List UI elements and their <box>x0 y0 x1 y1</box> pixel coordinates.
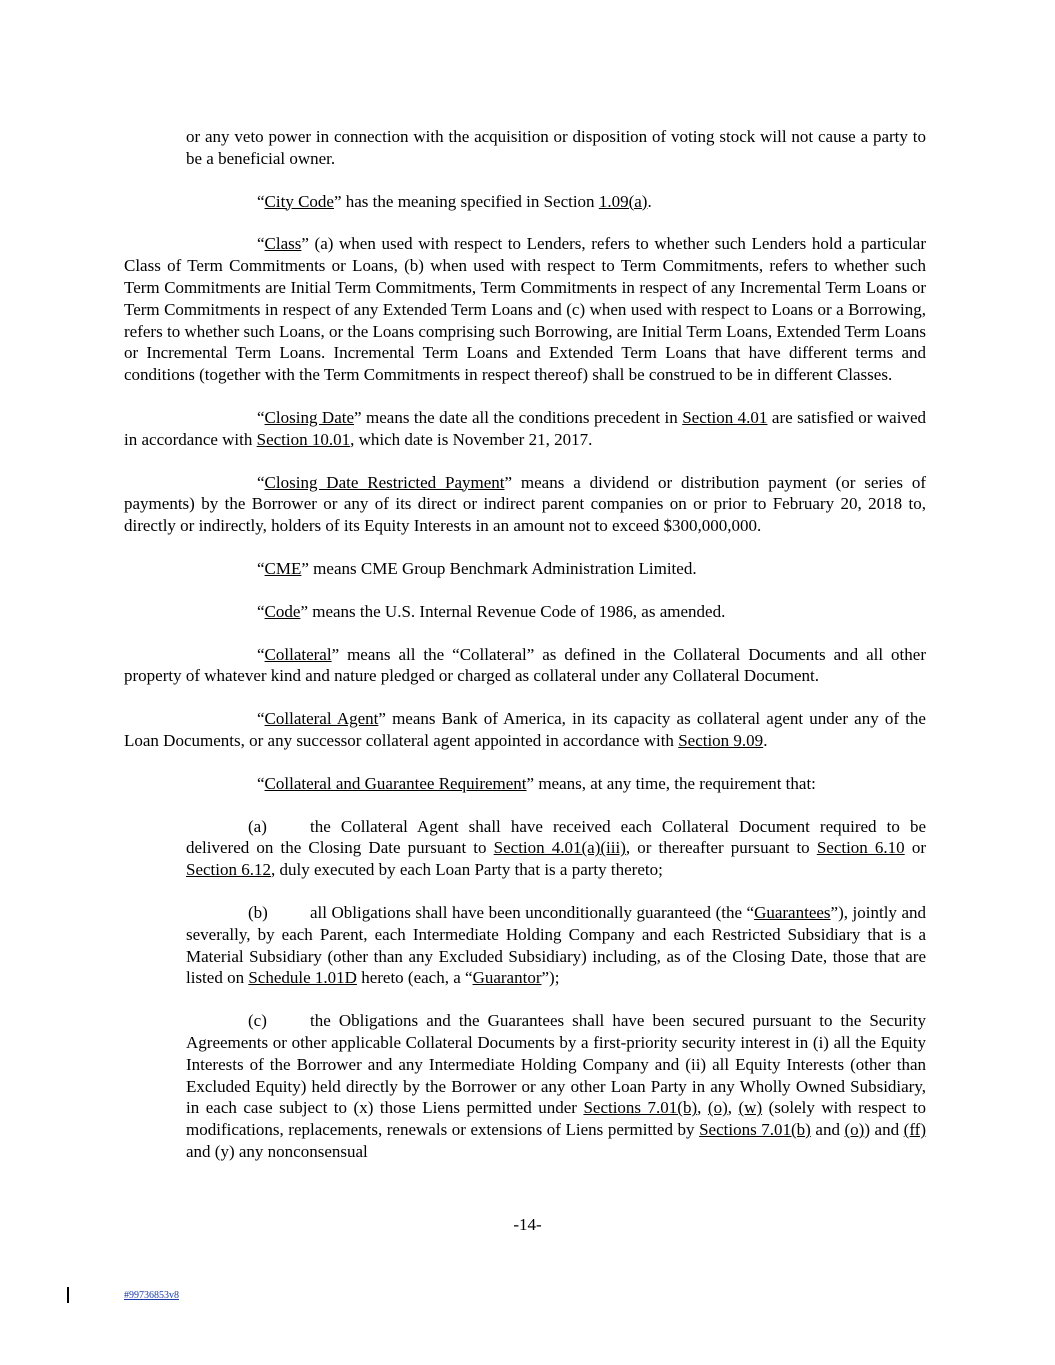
defined-term: Class <box>264 234 302 254</box>
definition-city-code <box>124 191 926 213</box>
schedule-reference: Schedule 1.01D <box>248 968 357 988</box>
definition-text: ” means the U.S. Internal Revenue Code of 1986, as amended. <box>300 601 726 621</box>
definition-text: . <box>763 730 768 750</box>
defined-term: Collateral Agent <box>264 709 379 729</box>
clause-text: and <box>810 1120 845 1140</box>
definition-text: . <box>647 191 652 211</box>
definition-text: ” means, at any time, the requirement that: <box>526 773 816 793</box>
quote-open: “ <box>257 644 265 664</box>
clause-text: , <box>697 1098 708 1118</box>
section-reference: Section 4.01(a)(iii) <box>493 838 626 858</box>
clause-c <box>186 1010 926 1163</box>
page-number: -14- <box>513 1215 542 1234</box>
definition-text: ” has the meaning specified in Section <box>333 191 599 211</box>
definition-closing-date-restricted-payment <box>124 472 926 537</box>
clause-text: ) and <box>864 1120 904 1140</box>
definition-class <box>124 233 926 386</box>
defined-term: Collateral and Guarantee Requirement <box>264 773 527 793</box>
section-reference: 1.09(a) <box>598 191 648 211</box>
definition-text: ” means CME Group Benchmark Administration Limited. <box>301 558 697 578</box>
clause-text: the Obligations and the Guarantees shall have been secured pursuant to the Security Agreements or other applicable Collateral Documents by a first-priority security interest in (i) all the Equity Interests of the Borrower and any Intermediate Holding Company and (ii) all Equity Interests (other than Excluded Equity) held directly by the Borrower or any other Loan Party in any Wholly Owned Subsidiary, in each case subject to (x) those Liens permitted under <box>186 1011 926 1118</box>
clause-text: the Collateral Agent shall have received each Collateral Document required to be delivered on the Closing Date pursuant to <box>186 816 926 858</box>
clause-text: and (y) any nonconsensual <box>186 1141 368 1161</box>
defined-term: Guarantees <box>754 902 831 922</box>
section-reference: Section 6.10 <box>816 838 905 858</box>
quote-open: “ <box>257 472 265 492</box>
section-reference: Section 9.09 <box>678 730 764 750</box>
definition-collateral-agent <box>124 708 926 752</box>
definition-text: ” means Bank of America, in its capacity as collateral agent under any of the Loan Documents, or any successor collateral agent appointed in accordance with <box>124 709 926 750</box>
clause-text: ”), jointly and severally, by each Parent, each Intermediate Holding Company and each Restricted Subsidiary that is a Material Subsidiary (other than any Excluded Subsidiary) including, as of the Closing Date, those that are listed on <box>186 902 926 988</box>
definition-closing-date <box>124 407 926 451</box>
section-reference: Section 4.01 <box>682 407 768 427</box>
clause-a <box>186 816 926 881</box>
section-reference: Sections 7.01(b) <box>699 1120 811 1140</box>
quote-open: “ <box>257 407 265 427</box>
section-reference: Section 10.01 <box>256 429 351 449</box>
section-reference: (ff) <box>903 1120 927 1140</box>
definition-cme <box>124 558 926 580</box>
defined-term: City Code <box>264 191 334 211</box>
clause-text: , duly executed by each Loan Party that is a party thereto; <box>271 860 663 880</box>
quote-open: “ <box>257 601 265 621</box>
definition-text: ” means the date all the conditions precedent in <box>354 407 683 427</box>
definition-text: are satisfied or waived in accordance with <box>124 407 926 449</box>
continuation-paragraph: or any veto power in connection with the acquisition or disposition of voting stock will not cause a party to be a beneficial owner. <box>186 127 926 168</box>
section-reference: (o) <box>707 1098 728 1118</box>
defined-term: Closing Date Restricted Payment <box>264 472 505 492</box>
clause-text: all Obligations shall have been unconditionally guaranteed (the “ <box>310 902 755 922</box>
clause-text: , <box>727 1098 739 1118</box>
definition-text: , which date is November 21, 2017. <box>350 429 593 449</box>
revision-bar <box>67 1287 69 1303</box>
definition-text: ” means a dividend or distribution payment (or series of payments) by the Borrower or any of its direct or indirect parent companies on or prior to February 20, 2018 to, directly or indirectly, holders of its Equity Interests in an amount not to exceed $300,000,000. <box>124 472 926 536</box>
quote-open: “ <box>257 558 265 578</box>
defined-term: Collateral <box>264 644 332 664</box>
quote-open: “ <box>257 191 265 211</box>
clause-label: (c) <box>248 1011 267 1031</box>
clause-label: (b) <box>248 902 268 922</box>
clause-b <box>186 902 926 989</box>
document-id-link[interactable]: #99736853v8 <box>124 1290 179 1301</box>
quote-open: “ <box>257 773 265 793</box>
definition-code <box>124 601 926 623</box>
section-reference: Sections 7.01(b) <box>583 1098 698 1118</box>
clause-text: ”); <box>541 968 560 988</box>
clause-label: (a) <box>248 816 267 836</box>
defined-term: Code <box>264 601 301 621</box>
definition-collateral-and-guarantee-requirement <box>124 773 926 795</box>
defined-term: Guarantor <box>472 968 542 988</box>
defined-term: Closing Date <box>264 407 355 427</box>
section-reference: (w) <box>738 1098 763 1118</box>
definition-text: ” (a) when used with respect to Lenders, refers to whether such Lenders hold a particular Class of Term Commitments or Loans, (b) when used with respect to Term Commitments, refers to whether such Term Commitments are Initial Term Commitments, Term Commitments in respect of any Incremental Term Loans or Term Commitments in respect of any Extended Term Loans and (c) when used with respect to Loans or a Borrowing, refers to whether such Loans, or the Loans comprising such Borrowing, are Initial Term Loans, Extended Term Loans or Incremental Term Loans. Incremental Term Loans and Extended Term Loans that have different terms and conditions (together with the Term Commitments in respect thereof) shall be construed to be in different Classes. <box>124 234 926 385</box>
quote-open: “ <box>257 709 265 729</box>
definition-text: ” means all the “Collateral” as defined in the Collateral Documents and all other property of whatever kind and nature pledged or charged as collateral under any Collateral Document. <box>124 644 926 686</box>
document-body <box>124 126 926 1184</box>
section-reference: Section 6.12 <box>186 860 271 880</box>
definition-collateral <box>124 644 926 688</box>
section-reference: (o) <box>844 1120 865 1140</box>
clause-text: , or thereafter pursuant to <box>625 838 817 858</box>
quote-open: “ <box>257 234 265 254</box>
clause-text: hereto (each, a “ <box>356 968 473 988</box>
clause-text: (solely with respect to modifications, replacements, renewals or extensions of Liens permitted by <box>186 1098 927 1140</box>
clause-text: or <box>904 838 926 858</box>
defined-term: CME <box>264 558 302 578</box>
